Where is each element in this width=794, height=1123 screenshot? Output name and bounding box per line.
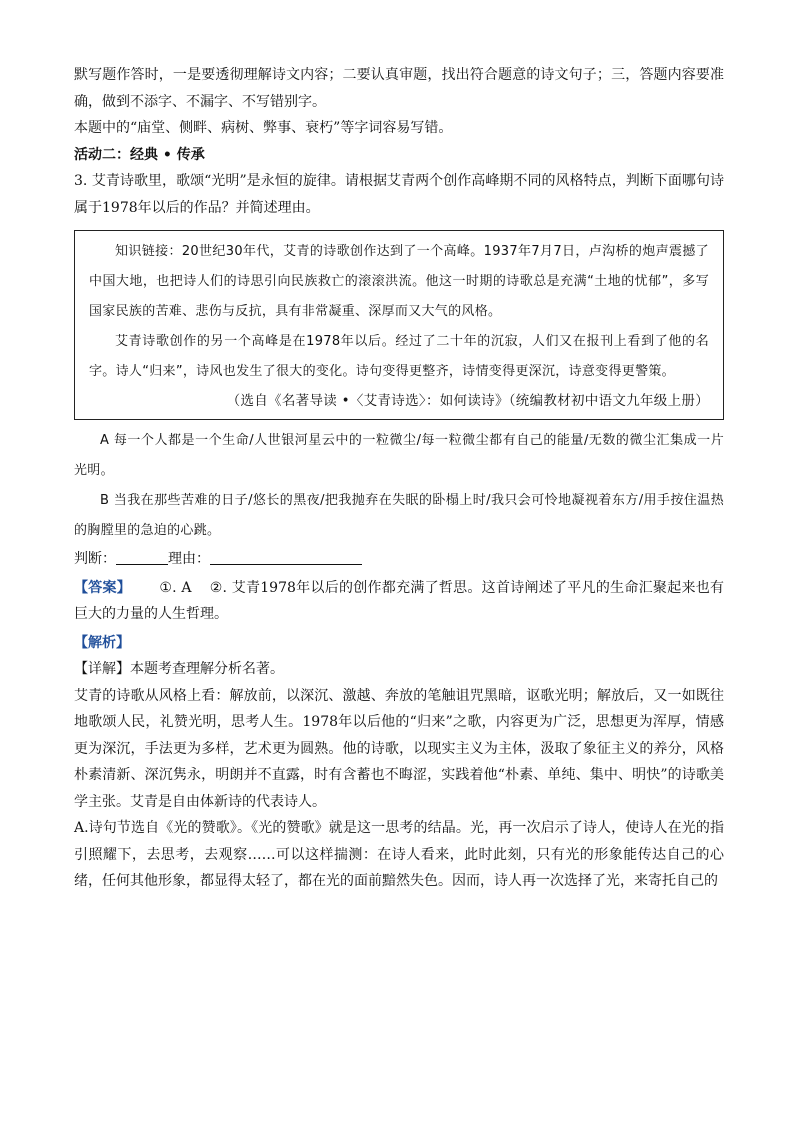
answer-part-2: ②. 艾青1978年以后的创作都充满了哲思。这首诗阐述了平凡的生命汇聚起来也有巨大的力量的人生哲理。 (74, 579, 725, 622)
knowledge-box (74, 230, 724, 420)
judge-label: 判断： (74, 551, 116, 567)
option-b: B 当我在那些苦难的日子/悠长的黑夜/把我抛弃在失眠的卧榻上时/我只会可怜地凝视着东方/用手按住温热的胸膛里的急迫的心跳。 (74, 493, 724, 538)
detail-line (74, 656, 724, 683)
answer-label: 【答案】 (74, 579, 132, 596)
options (74, 426, 724, 546)
activity-title: 活动二：经典 • 传承 (74, 146, 205, 163)
analysis-paragraph-1: 艾青的诗歌从风格上看：解放前，以深沉、激越、奔放的笔触诅咒黑暗，讴歌光明；解放后，又一如既往地歌颂人民，礼赞光明，思考人生。1978年以后他的“归来”之歌，内容更为广泛，思想更为浑厚，情感更为深沉，手法更为多样，艺术更为圆熟。他的诗歌，以现实主义为主体，汲取了象征主义的养分，风格朴素清新、深沉隽永，明朗并不直露，时有含蓄也不晦涩，实践着他“朴素、单纯、集中、明快”的诗歌美学主张。艾青是自由体新诗的代表诗人。 (74, 687, 724, 810)
knowledge-source: （选自《名著导读 •〈艾青诗选〉：如何读诗》（统编教材初中语文九年级上册） (226, 393, 709, 409)
answer-part-1: ①. A (159, 579, 192, 596)
intro-paragraph-2: 本题中的“庙堂、侧畔、病树、弊事、衰朽”等字词容易写错。 (74, 120, 453, 136)
intro-paragraph-1: 默写题作答时，一是要透彻理解诗文内容；二要认真审题，找出符合题意的诗文句子；三，答题内容要准确，做到不添字、不漏字、不写错别字。 (74, 67, 724, 110)
judge-blank (116, 550, 168, 565)
option-a: A 每一个人都是一个生命/人世银河星云中的一粒微尘/每一粒微尘都有自己的能量/无数的微尘汇集成一片光明。 (74, 433, 724, 478)
analysis-label: 【解析】 (74, 634, 130, 651)
knowledge-paragraph-1: 知识链接：20世纪30年代，艾青的诗歌创作达到了一个高峰。1937年7月7日，卢沟桥的炮声震撼了中国大地，也把诗人们的诗思引向民族救亡的滚滚洪流。他这一时期的诗歌总是充满“土地的忧郁”，多写国家民族的苦难、悲伤与反抗，具有非常凝重、深厚而又大气的风格。 (89, 244, 709, 319)
answer-paragraph (74, 575, 724, 628)
detail-label: 【详解】 (74, 661, 130, 677)
answer-blank-line (74, 546, 724, 573)
reason-label: 理由： (168, 551, 210, 567)
analysis-paragraph-2: A.诗句节选自《光的赞歌》。《光的赞歌》就是这一思考的结晶。光，再一次启示了诗人，使诗人在光的指引照耀下，去思考，去观察……可以这样揣测：在诗人看来，此时此刻，只有光的形象能传达自己的心绪，任何其他形象，都显得太轻了，都在光的面前黯然失色。因而，诗人再一次选择了光，来寄托自己的 (74, 820, 724, 889)
knowledge-paragraph-2: 艾青诗歌创作的另一个高峰是在1978年以后。经过了二十年的沉寂，人们又在报刊上看到了他的名字。诗人“归来”，诗风也发生了很大的变化。诗句变得更整齐，诗情变得更深沉，诗意变得更警策。 (89, 334, 709, 379)
question-text: 3. 艾青诗歌里，歌颂“光明”是永恒的旋律。请根据艾青两个创作高峰期不同的风格特点，判断下面哪句诗属于1978年以后的作品？并简述理由。 (74, 173, 724, 216)
reason-blank (210, 550, 362, 565)
document-page (74, 62, 724, 895)
detail-text: 本题考查理解分析名著。 (130, 661, 284, 677)
